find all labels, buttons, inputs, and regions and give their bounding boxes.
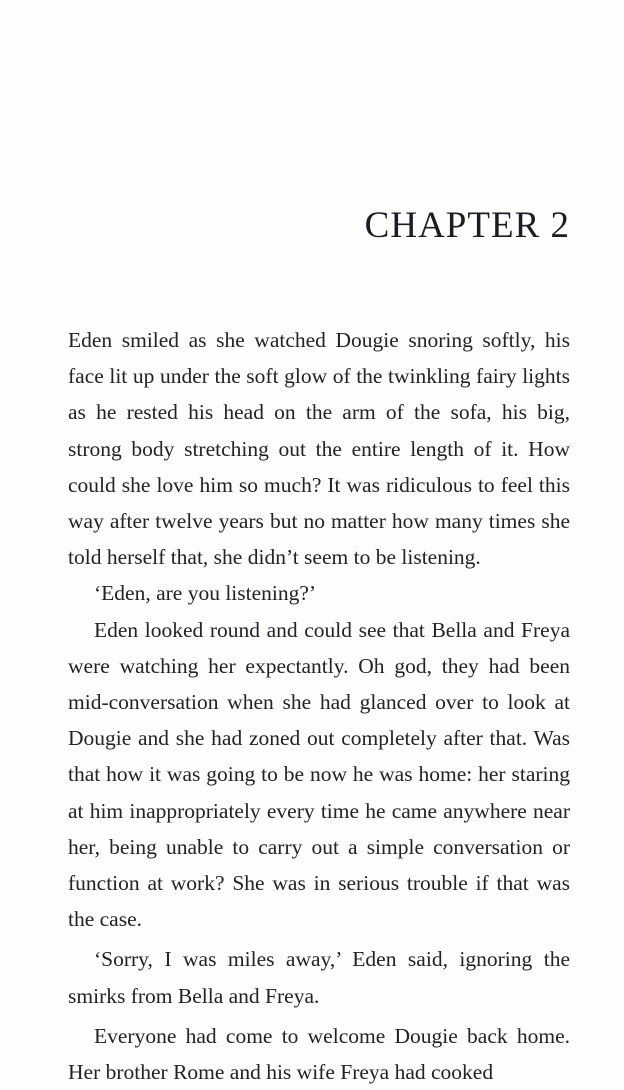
paragraph-1: Eden smiled as she watched Dougie snoring softly, his face lit up under the soft glow of the twinkling fairy lights as he rested his head on the arm of the sofa, his big, strong body stretching out the entire length of it. How could she love him so much? It was ridiculous to feel this way after twelve years but no matter how many times she told herself that, she didn’t seem to be listening. [68, 328, 570, 570]
chapter-heading: CHAPTER 2 [364, 205, 570, 246]
paragraph-4: ‘Sorry, I was miles away,’ Eden said, ignoring the smirks from Bella and Freya. [68, 947, 570, 1008]
paragraph-5: Everyone had come to welcome Dougie back home. Her brother Rome and his wife Freya had cooked [68, 1023, 570, 1085]
paragraph-3: Eden looked round and could see that Bella and Freya were watching her expectantly. Oh god, they had been mid-conversation when she had glanced over to look at Dougie and she had zoned out completely after that. Was that how it was going to be now he was home: her staring at him inappropriately every time he came anywhere near her, being unable to carry out a simple conversation or function at work? She was in serious trouble if that was the case. [68, 617, 570, 932]
paragraph-2: ‘Eden, are you listening?’ [94, 581, 317, 606]
chapter-body [68, 322, 570, 1090]
